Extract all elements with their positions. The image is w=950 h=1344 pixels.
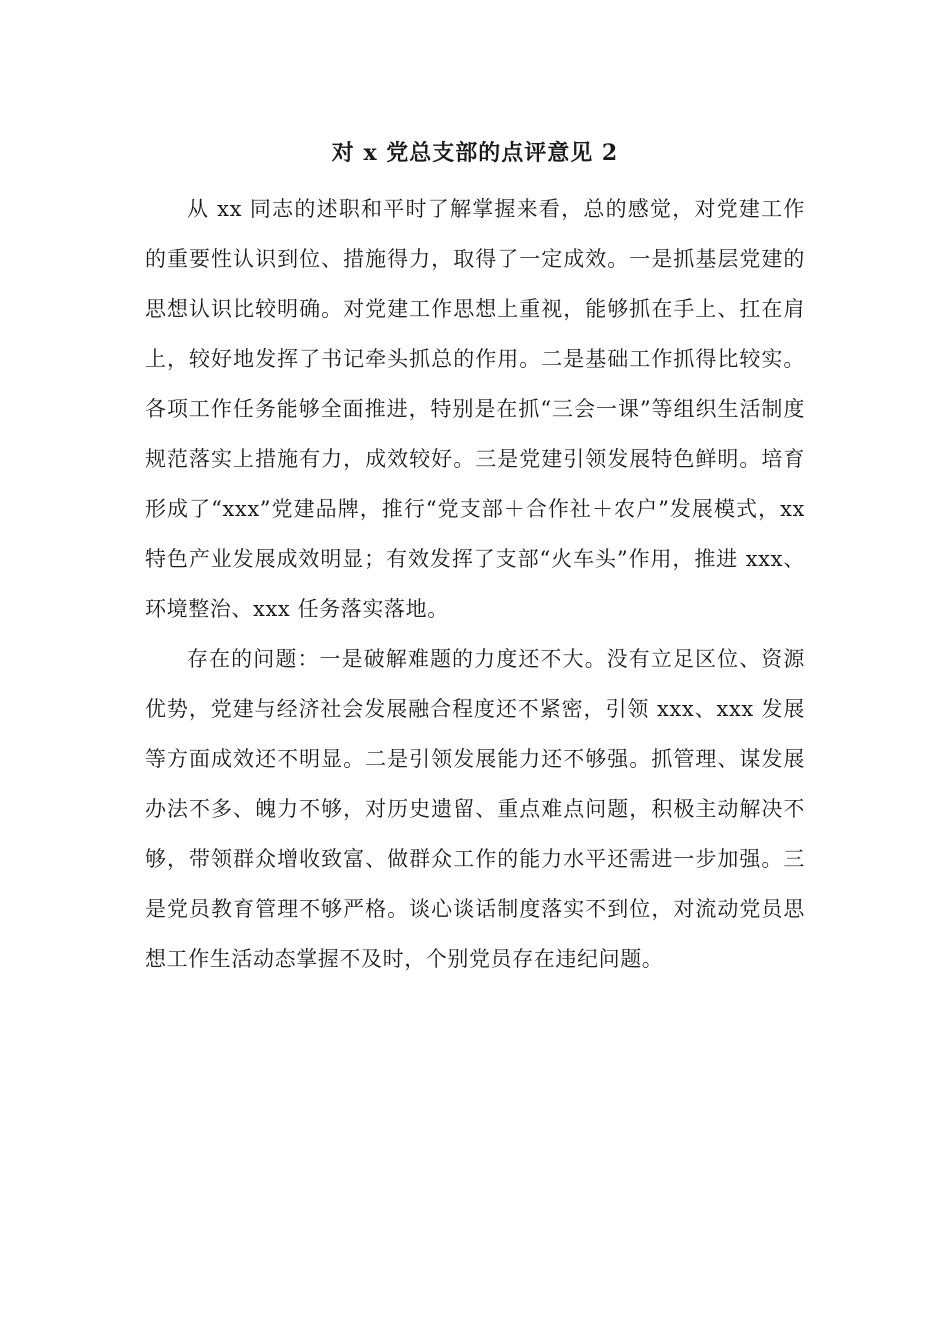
paragraph-assessment: 从 xx 同志的述职和平时了解掌握来看，总的感觉，对党建工作的重要性认识到位、措施得力，取得了一定成效。一是抓基层党建的思想认识比较明确。对党建工作思想上重视，能够抓在手上、扛在肩上，较好地发挥了书记牵头抓总的作用。二是基础工作抓得比较实。各项工作任务能够全面推进，特别是在抓“三会一课”等组织生活制度规范落实上措施有力，成效较好。三是党建引领发展特色鲜明。培育形成了“xxx”党建品牌，推行“党支部＋合作社＋农户”发展模式，xx 特色产业发展成效明显；有效发挥了支部“火车头”作用，推进 xxx、环境整治、xxx 任务落实落地。: [145, 197, 805, 621]
document-body: [145, 134, 805, 984]
paragraph-problems: 存在的问题：一是破解难题的力度还不大。没有立足区位、资源优势，党建与经济社会发展融合程度还不紧密，引领 xxx、xxx 发展等方面成效还不明显。二是引领发展能力还不够强。抓管理、谋发展办法不多、魄力不够，对历史遗留、重点难点问题，积极主动解决不够，带领群众增收致富、做群众工作的能力水平还需进一步加强。三是党员教育管理不够严格。谈心谈话制度落实不到位，对流动党员思想工作生活动态掌握不及时，个别党员存在违纪问题。: [145, 647, 805, 971]
document-title: 对 x 党总支部的点评意见 2: [331, 140, 619, 166]
